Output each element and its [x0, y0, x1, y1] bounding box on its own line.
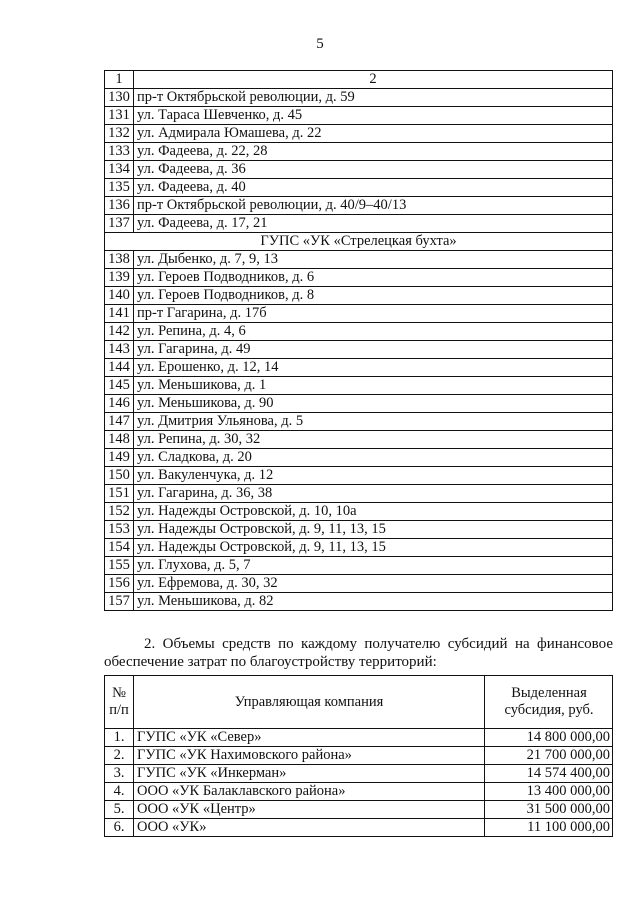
table-row: [105, 557, 613, 575]
row-address: ул. Фадеева, д. 36: [134, 161, 613, 179]
row-number: 5.: [105, 801, 134, 819]
row-number: 135: [105, 179, 134, 197]
table-row: [105, 521, 613, 539]
row-number: 142: [105, 323, 134, 341]
row-number: 147: [105, 413, 134, 431]
row-address: ул. Надежды Островской, д. 10, 10а: [134, 503, 613, 521]
section-row: [105, 233, 613, 251]
column-header-number: № п/п: [105, 676, 134, 729]
table-row: [105, 503, 613, 521]
section-title: ГУПС «УК «Стрелецкая бухта»: [105, 233, 613, 251]
column-header-amount: Выделенная субсидия, руб.: [485, 676, 613, 729]
row-address: пр-т Октябрьской революции, д. 40/9–40/13: [134, 197, 613, 215]
table-row: [105, 593, 613, 611]
table-row: [105, 323, 613, 341]
subsidy-table: [104, 675, 613, 837]
row-address: ул. Надежды Островской, д. 9, 11, 13, 15: [134, 521, 613, 539]
address-table-body: [105, 71, 613, 611]
table-row: [105, 413, 613, 431]
subsidy-table-header: [105, 676, 613, 729]
column-header-address: 2: [134, 71, 613, 89]
row-number: 4.: [105, 783, 134, 801]
row-address: ул. Глухова, д. 5, 7: [134, 557, 613, 575]
table-row: [105, 575, 613, 593]
row-address: ул. Гагарина, д. 49: [134, 341, 613, 359]
row-company: ООО «УК»: [134, 819, 485, 837]
row-number: 131: [105, 107, 134, 125]
table-row: [105, 269, 613, 287]
row-number: 136: [105, 197, 134, 215]
row-address: ул. Гагарина, д. 36, 38: [134, 485, 613, 503]
table-row: [105, 431, 613, 449]
row-address: ул. Меньшикова, д. 1: [134, 377, 613, 395]
table-row: [105, 729, 613, 747]
table-row: [105, 395, 613, 413]
table-row: [105, 449, 613, 467]
table-row: [105, 305, 613, 323]
row-amount: 11 100 000,00: [485, 819, 613, 837]
table-row: [105, 251, 613, 269]
row-number: 157: [105, 593, 134, 611]
row-address: ул. Меньшикова, д. 82: [134, 593, 613, 611]
row-number: 133: [105, 143, 134, 161]
row-address: пр-т Гагарина, д. 17б: [134, 305, 613, 323]
row-company: ООО «УК «Центр»: [134, 801, 485, 819]
row-amount: 14 800 000,00: [485, 729, 613, 747]
row-address: ул. Меньшикова, д. 90: [134, 395, 613, 413]
table-row: [105, 287, 613, 305]
row-address: ул. Репина, д. 4, 6: [134, 323, 613, 341]
row-amount: 13 400 000,00: [485, 783, 613, 801]
row-address: пр-т Октябрьской революции, д. 59: [134, 89, 613, 107]
row-address: ул. Дыбенко, д. 7, 9, 13: [134, 251, 613, 269]
table-row: [105, 107, 613, 125]
row-number: 148: [105, 431, 134, 449]
row-amount: 21 700 000,00: [485, 747, 613, 765]
column-header-company: Управляющая компания: [134, 676, 485, 729]
row-address: ул. Фадеева, д. 17, 21: [134, 215, 613, 233]
table-row: [105, 539, 613, 557]
row-number: 152: [105, 503, 134, 521]
paragraph-line-2: обеспечение затрат по благоустройству территорий:: [104, 654, 437, 670]
row-number: 144: [105, 359, 134, 377]
row-number: 149: [105, 449, 134, 467]
table-row: [105, 801, 613, 819]
row-address: ул. Репина, д. 30, 32: [134, 431, 613, 449]
table-row: [105, 161, 613, 179]
row-company: ГУПС «УК Нахимовского района»: [134, 747, 485, 765]
row-address: ул. Сладкова, д. 20: [134, 449, 613, 467]
table-row: [105, 377, 613, 395]
row-number: 2.: [105, 747, 134, 765]
table-row: [105, 819, 613, 837]
row-address: ул. Ефремова, д. 30, 32: [134, 575, 613, 593]
table-row: [105, 467, 613, 485]
table-row: [105, 143, 613, 161]
row-address: ул. Надежды Островской, д. 9, 11, 13, 15: [134, 539, 613, 557]
row-address: ул. Адмирала Юмашева, д. 22: [134, 125, 613, 143]
row-number: 155: [105, 557, 134, 575]
row-number: 139: [105, 269, 134, 287]
table-row: [105, 783, 613, 801]
row-number: 1.: [105, 729, 134, 747]
row-address: ул. Героев Подводников, д. 6: [134, 269, 613, 287]
row-number: 6.: [105, 819, 134, 837]
column-header-number: 1: [105, 71, 134, 89]
row-number: 138: [105, 251, 134, 269]
page-number: 5: [316, 36, 324, 52]
row-number: 141: [105, 305, 134, 323]
row-number: 151: [105, 485, 134, 503]
row-number: 146: [105, 395, 134, 413]
paragraph-line-1: 2. Объемы средств по каждому получателю субсидий на финансовое: [144, 636, 613, 652]
row-address: ул. Ерошенко, д. 12, 14: [134, 359, 613, 377]
row-company: ГУПС «УК «Север»: [134, 729, 485, 747]
row-number: 154: [105, 539, 134, 557]
row-company: ГУПС «УК «Инкерман»: [134, 765, 485, 783]
table-row: [105, 341, 613, 359]
paragraph-2: [104, 635, 613, 671]
row-number: 143: [105, 341, 134, 359]
table-row: [105, 215, 613, 233]
row-address: ул. Фадеева, д. 40: [134, 179, 613, 197]
table-row: [105, 359, 613, 377]
row-number: 132: [105, 125, 134, 143]
row-number: 3.: [105, 765, 134, 783]
address-table: [104, 70, 613, 611]
row-number: 153: [105, 521, 134, 539]
table-row: [105, 747, 613, 765]
row-amount: 14 574 400,00: [485, 765, 613, 783]
address-table-header: [105, 71, 613, 89]
row-company: ООО «УК Балаклавского района»: [134, 783, 485, 801]
table-row: [105, 765, 613, 783]
row-number: 137: [105, 215, 134, 233]
table-row: [105, 125, 613, 143]
row-number: 140: [105, 287, 134, 305]
row-number: 156: [105, 575, 134, 593]
row-number: 130: [105, 89, 134, 107]
row-number: 150: [105, 467, 134, 485]
row-address: ул. Дмитрия Ульянова, д. 5: [134, 413, 613, 431]
row-number: 145: [105, 377, 134, 395]
table-row: [105, 179, 613, 197]
table-row: [105, 485, 613, 503]
table-row: [105, 197, 613, 215]
table-row: [105, 89, 613, 107]
row-number: 134: [105, 161, 134, 179]
subsidy-table-body: [105, 676, 613, 837]
row-amount: 31 500 000,00: [485, 801, 613, 819]
row-address: ул. Вакуленчука, д. 12: [134, 467, 613, 485]
row-address: ул. Героев Подводников, д. 8: [134, 287, 613, 305]
row-address: ул. Тараса Шевченко, д. 45: [134, 107, 613, 125]
row-address: ул. Фадеева, д. 22, 28: [134, 143, 613, 161]
